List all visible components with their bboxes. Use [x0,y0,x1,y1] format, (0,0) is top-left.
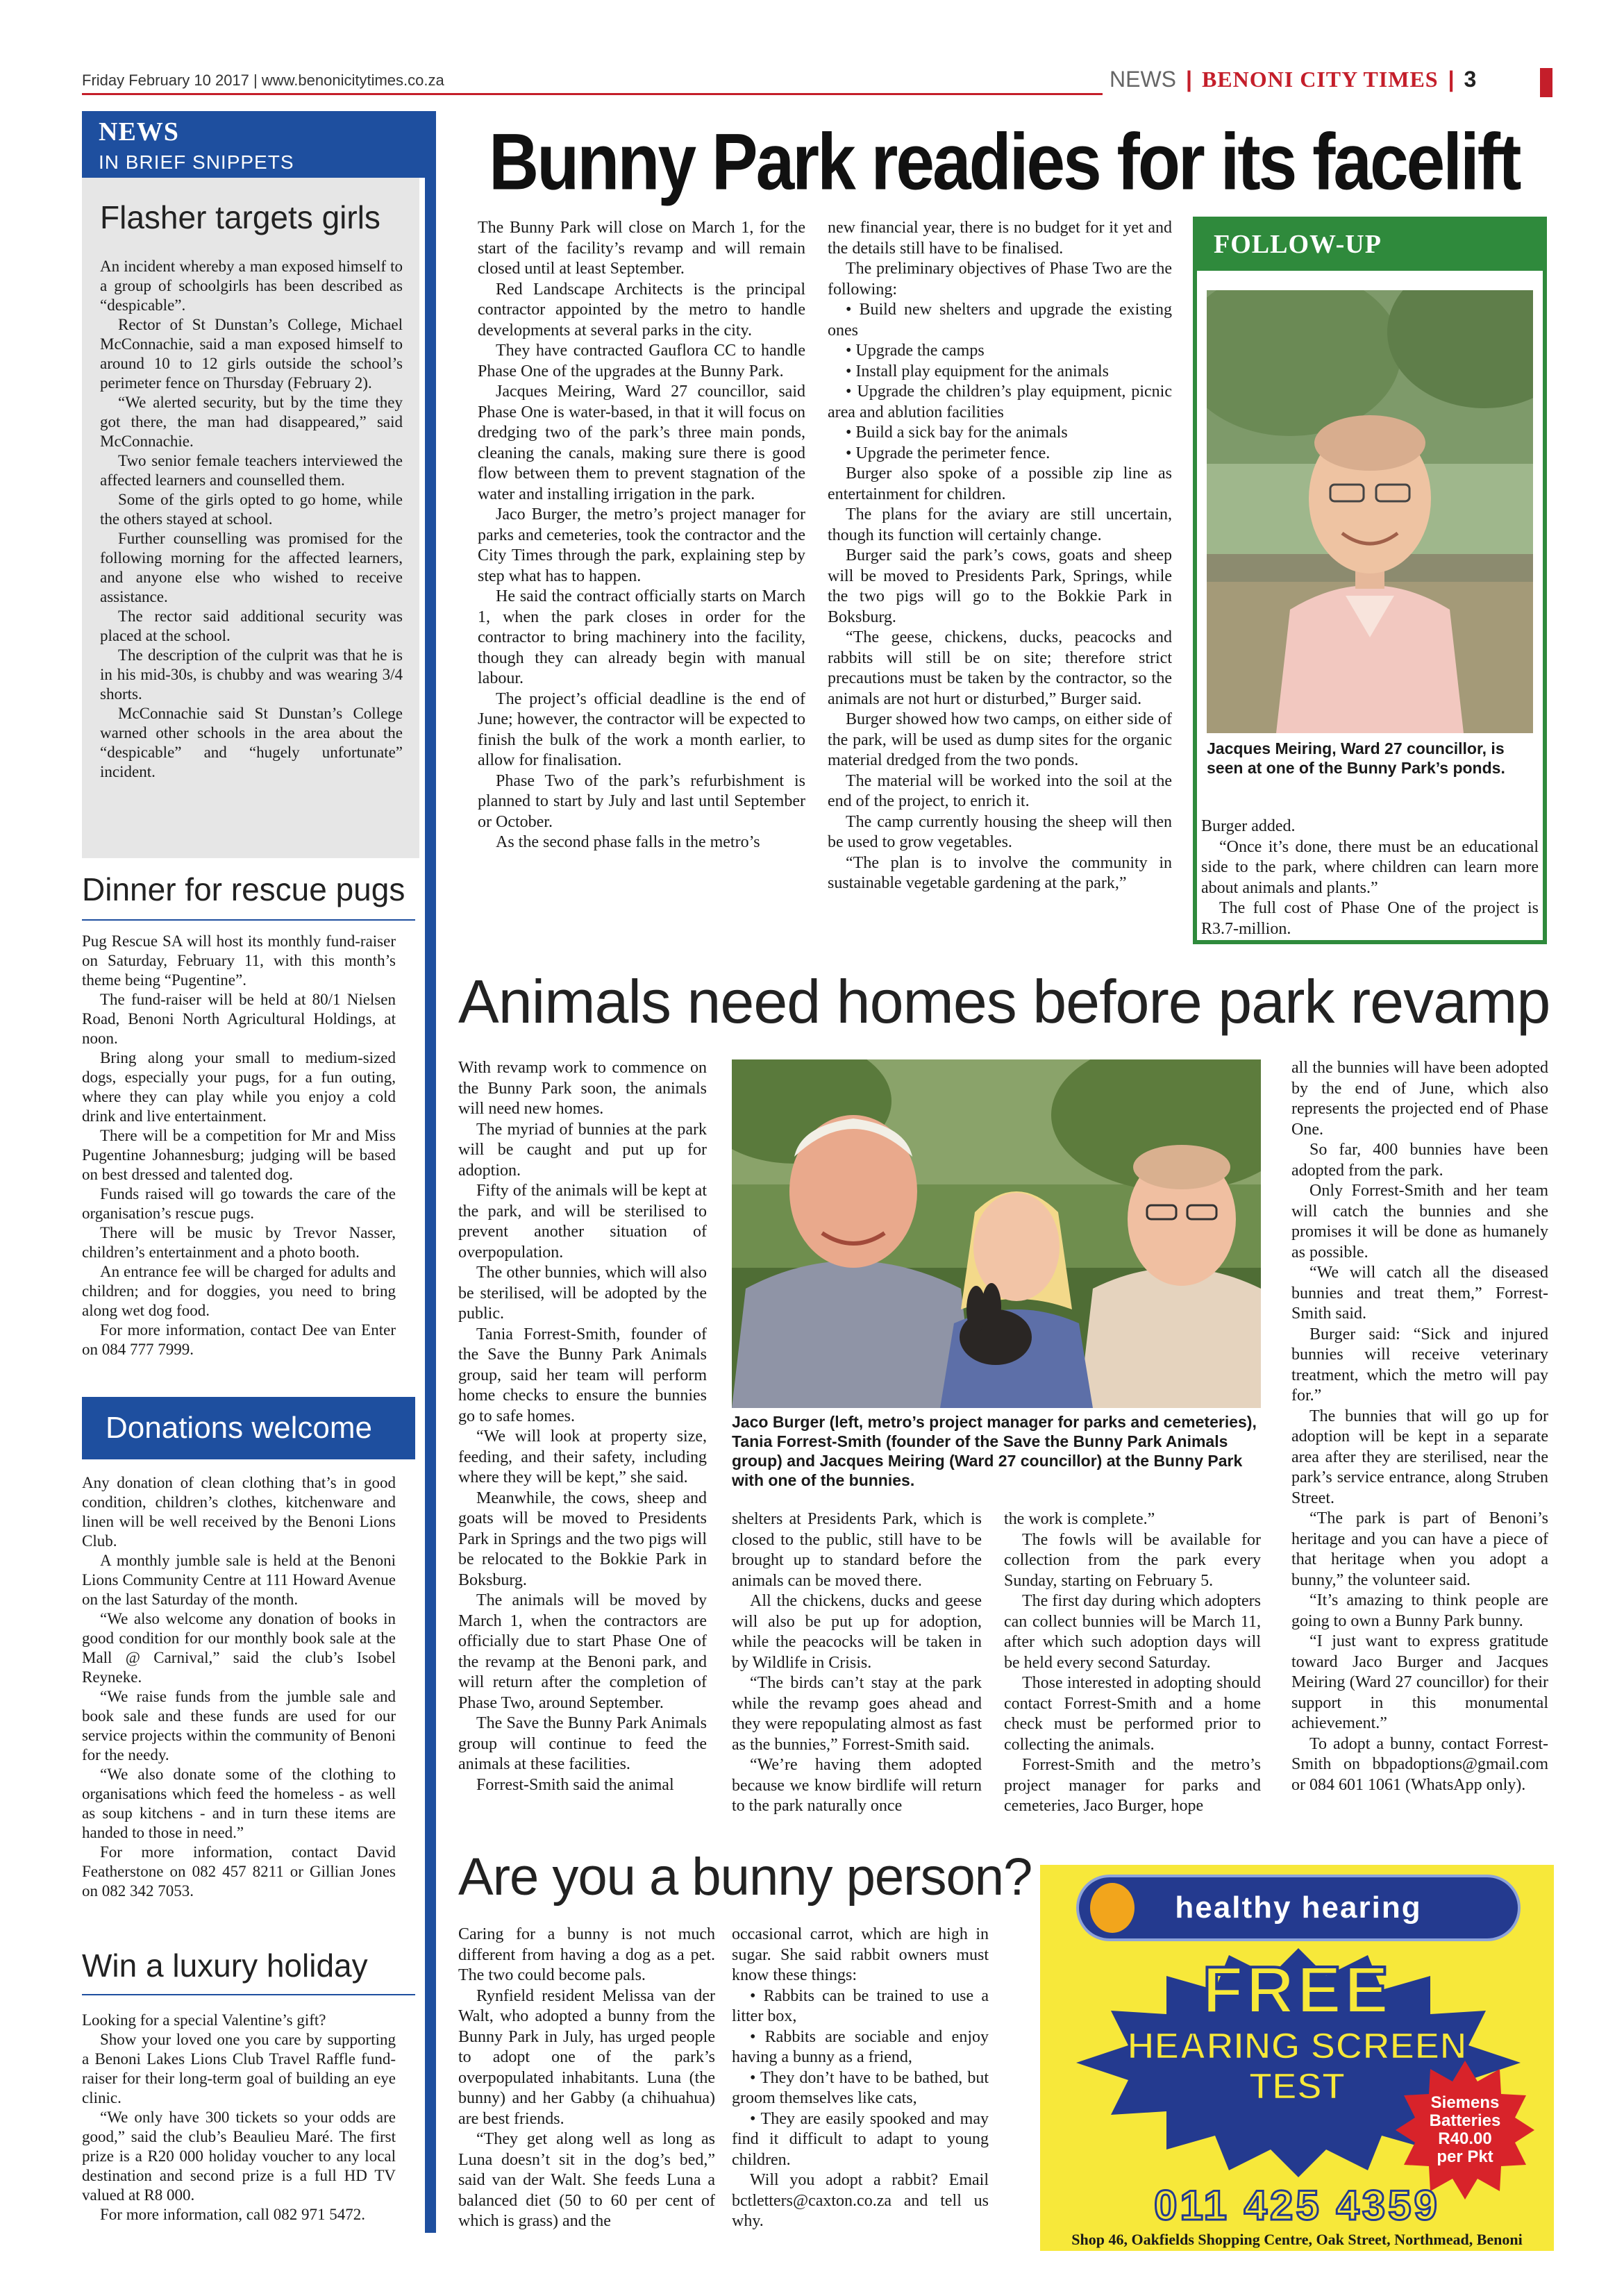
paragraph: “We alerted security, but by the time they got there, the man had disappeared,” said McConnachie. [100,394,403,450]
paragraph: all the bunnies will have been adopted by the end of June, which also represents the projected end of Phase One. [1291,1059,1548,1139]
article2-headline: Animals need homes before park revamp [458,967,1550,1036]
bullet-item: • Upgrade the children’s play equipment, picnic area and ablution facilities [828,383,1172,421]
paragraph: Burger added. [1201,817,1296,835]
paragraph: The description of the culprit was that he is in his mid-30s, is chubby and was wearing 3/4 shorts. [100,646,403,703]
paragraph: The rector said additional security was placed at the school. [100,607,403,644]
paragraph: Only Forrest-Smith and her team will catch the bunnies and she promises it will be done as humanely as possible. [1291,1182,1548,1262]
pipe-separator: | [1186,67,1192,92]
paragraph: Two senior female teachers interviewed the affected learners and counselled them. [100,452,403,489]
paragraph: There will be a competition for Mr and Miss Pugentine Johannesburg; judging will be based on best dressed and talented dog. [82,1127,396,1183]
meiring-photo [1207,290,1533,733]
badge-line: Siemens [1430,2093,1500,2112]
paragraph: “We only have 300 tickets so your odds are good,” said the club’s Beaulieu Maré. The first prize is a R20 000 holiday voucher to any local destination and second prize is a full HD TV valued at R8 000. [82,2109,396,2204]
article1-column-3 [1201,816,1539,939]
paragraph: The fowls will be available for collection from the park every Sunday, starting on February 5. [1004,1530,1261,1590]
paragraph: Some of the girls opted to go home, while the others stayed at school. [100,491,403,528]
bullet-item: • They don’t have to be bathed, but groom themselves like cats, [732,2068,989,2107]
paragraph: Fifty of the animals will be kept at the park, and will be sterilised to prevent another situation of overpopulation. [458,1182,707,1262]
paragraph: “The park is part of Benoni’s heritage and you can have a piece of that heritage when you adopt a bunny,” the volunteer said. [1291,1509,1548,1589]
holiday-heading-rule [82,1994,415,1995]
paragraph: The project’s official deadline is the end of June; however, the contractor will be expected to finish the bulk of the work a month earlier, to allow for finalisation. [478,689,805,769]
pugs-heading: Dinner for rescue pugs [82,871,405,907]
masthead-red-block [1540,68,1552,97]
paragraph: “We will look at property size, feeding, and their safety, including where they will be kept,” she said. [458,1427,707,1486]
paragraph: shelters at Presidents Park, which is closed to the public, still have to be brought up to standard before the animals can be moved there. [732,1510,982,1590]
bullet-item: • Upgrade the perimeter fence. [846,444,1050,462]
paragraph: As the second phase falls in the metro’s [496,833,760,851]
paragraph: The Bunny Park will close on March 1, for the start of the facility’s revamp and will remain closed until at least September. [478,219,805,278]
paragraph: All the chickens, ducks and geese will also be put up for adoption, while the peacocks will be taken in by Wildlife in Crisis. [732,1592,982,1672]
ad-headline-line2: TEST [1248,2065,1345,2107]
article2-column-2 [732,1509,982,1817]
masthead-section-bar [1110,67,1476,92]
paragraph: Will you adopt a rabbit? Email bctletters@caxton.co.za and tell us why. [732,2171,989,2230]
paragraph: A monthly jumble sale is held at the Benoni Lions Community Centre at 111 Howard Avenue on the last Saturday of the month. [82,1552,396,1608]
news-brief-tab [82,111,436,178]
paragraph: “We also welcome any donation of books in good condition for our monthly book sale at the Mall @ Carnival,” said the club’s Isobel Reyneke. [82,1610,396,1686]
article1-headline: Bunny Park readies for its facelift [489,117,1520,207]
donations-heading: Donations welcome [82,1397,415,1459]
bullet-item: • Install play equipment for the animals [846,362,1109,380]
badge-line: Batteries [1429,2111,1501,2130]
paragraph: For more information, contact Dee van Enter on 084 777 7999. [82,1321,396,1358]
paragraph: Show your loved one you care by supporting a Benoni Lakes Lions Club Travel Raffle fund-raiser for their long-term goal of building an eye clinic. [82,2031,396,2106]
followup-label: FOLLOW-UP [1193,217,1547,271]
ad-headline-line1: HEARING SCREEN [1127,2025,1467,2067]
holiday-heading: Win a luxury holiday [82,1947,368,1984]
masthead-date-url: Friday February 10 2017 | www.benonicitytimes.co.za [82,72,444,89]
paragraph: the work is complete.” [1004,1510,1155,1528]
bullet-item: • Rabbits are sociable and enjoy having a bunny as a friend, [732,2027,989,2066]
paragraph: The animals will be moved by March 1, when the contractors are officially due to start Phase One of the revamp at the Benoni park, and will return after the completion of Phase Two, around September. [458,1591,707,1712]
ad-free-text: FREE [1202,1953,1392,2027]
section-label: NEWS [1110,67,1176,92]
paragraph: The plans for the aviary are still uncertain, though its function will certainly change. [828,505,1172,544]
ad-phone-number[interactable]: 011 425 4359 [1154,2182,1440,2229]
paragraph: The first day during which adopters can collect bunnies will be March 11, after which such adoption days will be held every second Saturday. [1004,1592,1261,1672]
bullet-item: • Rabbits can be trained to use a litter box, [732,1986,989,2025]
bullet-item: • Upgrade the camps [846,342,985,360]
pipe-separator: | [1448,67,1455,92]
paragraph: Funds raised will go towards the care of the organisation’s rescue pugs. [82,1185,396,1222]
paragraph: Rynfield resident Melissa van der Walt, who adopted a bunny from the Bunny Park in July, has urged people to adopt one of the park’s overpopulated inhabitants. Luna (the bunny) and her Gabby (a chihuahua) are best friends. [458,1986,715,2128]
paragraph: Jaco Burger, the metro’s project manager for parks and cemeteries, took the contractor and the City Times through the park, explaining step by step what has to happen. [478,505,805,585]
paragraph: The fund-raiser will be held at 80/1 Nielsen Road, Benoni North Agricultural Holdings, at noon. [82,991,396,1047]
ear-icon [1090,1883,1135,1933]
paragraph: McConnachie said St Dunstan’s College warned other schools in the area about the “despicable” and “hugely unfortunate” incident. [100,705,403,780]
badge-text [1396,2094,1534,2166]
paragraph: Caring for a bunny is not much different from having a dog as a pet. The two could become pals. [458,1925,715,1984]
meiring-photo-illustration [1207,290,1533,733]
bullet-item: • Build a sick bay for the animals [846,424,1068,442]
paragraph: To adopt a bunny, contact Forrest-Smith on bbpadoptions@gmail.com or 084 601 1061 (WhatsApp only). [1291,1734,1548,1794]
paragraph: Rector of St Dunstan’s College, Michael McConnachie, said a man exposed himself to around 10 to 12 girls outside the school’s perimeter fence on Thursday (February 2). [100,316,403,392]
article2-column-1 [458,1058,707,1795]
paragraph: Tania Forrest-Smith, founder of the Save the Bunny Park Animals group, said her team will perform home checks to ensure the bunnies go to safe homes. [458,1325,707,1425]
paragraph: They have contracted Gauflora CC to handle Phase One of the upgrades at the Bunny Park. [478,342,805,380]
ad-logo-text: healthy hearing [1175,1891,1422,1925]
paragraph: For more information, contact David Featherstone on 082 457 8211 or Gillian Jones on 082 342 7053. [82,1843,396,1900]
paragraph: “They get along well as long as Luna doesn’t sit in the dog’s bed,” said van der Walt. She feeds Luna a balanced diet (50 to 60 per cent of which is grass) and the [458,2130,715,2230]
paragraph: He said the contract officially starts on March 1, when the park closes in order for the contractor to bring machinery into the facility, though they can already begin with manual labour. [478,587,805,687]
paragraph: “We will catch all the diseased bunnies and treat them,” Forrest-Smith said. [1291,1264,1548,1323]
donations-body [82,1473,396,1901]
ad-address: Shop 46, Oakfields Shopping Centre, Oak Street, Northmead, Benoni [1071,2231,1523,2248]
paragraph: The Save the Bunny Park Animals group will continue to feed the animals at these facilities. [458,1714,707,1773]
group-photo-caption: Jaco Burger (left, metro’s project manager for parks and cemeteries), Tania Forrest-Smith (founder of the Save the Bunny Park Animals group) and Jacques Meiring (Ward 27 councillor) at the Bunny Park with one of the bunnies. [732,1413,1257,1489]
paragraph: Burger also spoke of a possible zip line as entertainment for children. [828,464,1172,503]
paragraph: “We raise funds from the jumble sale and book sale and these funds are used for our service projects within the community of Benoni for the needy. [82,1688,396,1763]
paragraph: The material will be worked into the soil at the end of the project, to enrich it. [828,771,1172,810]
paragraph: Any donation of clean clothing that’s in good condition, children’s clothes, kitchenware and linen will be well received by the Benoni Lions Club. [82,1474,396,1550]
paragraph: “Once it’s done, there must be an educational side to the park, where children can learn more about animals and plants.” [1201,837,1539,897]
news-tab-subtitle: IN BRIEF SNIPPETS [99,151,294,173]
paragraph: “I just want to express gratitude toward Jaco Burger and Jacques Meiring (Ward 27 councillor) for their support in this monumental achievement.” [1291,1632,1548,1732]
paragraph: Looking for a special Valentine’s gift? [82,2011,326,2029]
bullet-item: • Build new shelters and upgrade the existing ones [828,301,1172,340]
flasher-body [100,257,403,782]
paragraph: Pug Rescue SA will host its monthly fund-raiser on Saturday, February 11, with this month’s theme being “Pugentine”. [82,932,396,989]
badge-line: per Pkt [1437,2147,1493,2166]
paragraph: Burger said the park’s cows, goats and sheep will be moved to Presidents Park, Springs, while the two pigs will go to the Bokkie Park in Boksburg. [828,546,1172,626]
paragraph: “The birds can’t stay at the park while the revamp goes ahead and they were repopulating almost as fast as the bunnies,” Forrest-Smith said. [732,1674,982,1754]
paragraph: The camp currently housing the sheep will then be used to grow vegetables. [828,812,1172,851]
paragraph: “It’s amazing to think people are going to own a Bunny Park bunny. [1291,1591,1548,1630]
paragraph: Jacques Meiring, Ward 27 councillor, said Phase One is water-based, in that it will focus on dredging two of the park’s three main ponds, cleaning the canals, making sure there is good flow between them to prevent stagnation of the water and installing irrigation in the park. [478,383,805,503]
paragraph: Further counselling was promised for the following morning for the affected learners, and anyone else who wished to receive assistance. [100,530,403,605]
group-photo-illustration [732,1059,1261,1408]
article3-column-2 [732,1925,989,2232]
paragraph: “The plan is to involve the community in sustainable vegetable gardening at the park,” [828,853,1172,892]
masthead-rule [82,93,1103,95]
article1-column-1 [478,218,805,853]
pugs-heading-rule [82,919,415,921]
group-photo [732,1059,1261,1408]
article3-column-1 [458,1925,715,2232]
paragraph: The full cost of Phase One of the project is R3.7-million. [1201,899,1539,938]
paragraph: So far, 400 bunnies have been adopted from the park. [1291,1141,1548,1180]
paragraph: new financial year, there is no budget for it yet and the details still have to be finalised. [828,219,1172,258]
paragraph: The preliminary objectives of Phase Two are the following: [828,260,1172,299]
meiring-photo-caption: Jacques Meiring, Ward 27 councillor, is seen at one of the Bunny Park’s ponds. [1207,739,1505,777]
paragraph: Phase Two of the park’s refurbishment is planned to start by July and last until September or October. [478,771,805,831]
bullet-item: • They are easily spooked and may find it difficult to adapt to young children. [732,2109,989,2169]
paragraph: “We also donate some of the clothing to organisations which feed the homeless - as well as soup kitchens - and in turn these items are handed to those in need.” [82,1766,396,1841]
paragraph: An entrance fee will be charged for adults and children; and for doggies, you need to bring along wet dog food. [82,1263,396,1319]
paragraph: Burger showed how two camps, on either side of the park, will be used as dump sites for the organic material dredged from the two ponds. [828,710,1172,769]
paragraph: There will be music by Trevor Nasser, children’s entertainment and a photo booth. [82,1224,396,1261]
battery-badge [1396,2061,1534,2199]
sidebar-stripe [425,178,436,2233]
paragraph: Forrest-Smith said the animal [476,1775,674,1794]
paragraph: An incident whereby a man exposed himself to a group of schoolgirls has been described as “despicable”. [100,258,403,314]
paragraph: “The geese, chickens, ducks, peacocks and rabbits will still be on site; therefore strict precautions must be taken by the contractor, so the animals are not hurt or disturbed,” Burger said. [828,628,1172,708]
paragraph: Red Landscape Architects is the principal contractor appointed by the metro to handle developments at several parks in the city. [478,280,805,340]
paragraph: “We’re having them adopted because we know birdlife will return to the park naturally once [732,1756,982,1815]
holiday-body [82,2011,396,2224]
ad-logo [1076,1875,1521,1941]
paragraph: Forrest-Smith and the metro’s project manager for parks and cemeteries, Jaco Burger, hope [1004,1756,1261,1815]
pugs-body [82,932,396,1359]
paragraph: The myriad of bunnies at the park will be caught and put up for adoption. [458,1120,707,1180]
paragraph: Those interested in adopting should contact Forrest-Smith and a home check must be performed prior to collecting the animals. [1004,1674,1261,1754]
article2-column-4 [1291,1058,1548,1795]
paragraph: Bring along your small to medium-sized dogs, especially your pugs, for a fun outing, where they can play while you enjoy a cold drink and live entertainment. [82,1049,396,1125]
flasher-heading: Flasher targets girls [100,199,380,235]
publication-name: BENONI CITY TIMES [1201,67,1439,92]
article3-headline: Are you a bunny person? [458,1847,1032,1907]
badge-line: R40.00 [1438,2129,1492,2148]
news-tab-title: NEWS [99,117,179,146]
paragraph: The bunnies that will go up for adoption will be kept in a separate area after they are sterilised, near the park’s service entrance, along Struben Street. [1291,1407,1548,1507]
paragraph: Meanwhile, the cows, sheep and goats will be moved to Presidents Park in Springs and the two pigs will be relocated to the Bokkie Park in Boksburg. [458,1489,707,1589]
paragraph: With revamp work to commence on the Bunny Park soon, the animals will need new homes. [458,1059,707,1118]
article2-column-3 [1004,1509,1261,1817]
paragraph: Burger said: “Sick and injured bunnies will receive veterinary treatment, which the metro will pay for.” [1291,1325,1548,1405]
paragraph: occasional carrot, which are high in sugar. She said rabbit owners must know these things: [732,1925,989,1984]
paragraph: The other bunnies, which will also be sterilised, will be adopted by the public. [458,1264,707,1323]
article1-column-2 [828,218,1172,894]
page-number: 3 [1464,67,1477,92]
paragraph: For more information, call 082 971 5472. [100,2206,365,2223]
